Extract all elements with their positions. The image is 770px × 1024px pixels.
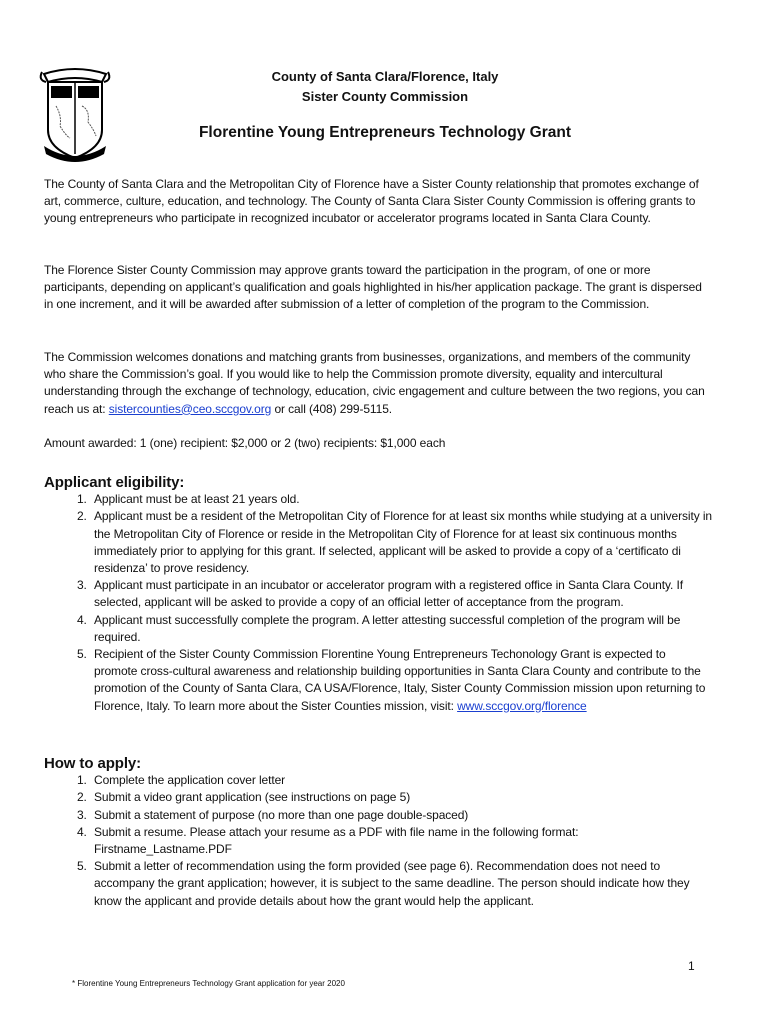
list-item: 2. Submit a video grant application (see instructions on page 5) [90, 789, 712, 806]
list-item [90, 646, 712, 715]
eligibility-section [44, 474, 712, 715]
footnote: * Florentine Young Entrepreneurs Technology Grant application for year 2020 [72, 979, 345, 988]
list-item: 3. Applicant must participate in an incubator or accelerator program with a registered office in Santa Clara County. If selected, applicant will be asked to provide a copy of an official letter of acceptance from the program. [90, 577, 712, 611]
list-item: 3. Submit a statement of purpose (no more than one page double-spaced) [90, 807, 712, 824]
eligibility-heading: Applicant eligibility: [44, 474, 185, 491]
header-commission: Sister County Commission [301, 89, 469, 104]
list-item: 4. Applicant must successfully complete the program. A letter attesting successful completion of the program will be required. [90, 612, 712, 646]
item-text: Recipient of the Sister County Commission Florentine Young Entrepreneurs Techonology Grant is expected to promote cross-cultural awareness and relationship building opportunities in Santa Clara County and contribute to the promotion of the County of Santa Clara, CA USA/Florence, Italy, Sister County Commission mission upon returning to Florence, Italy. To learn more about the Sister Counties mission, visit: [94, 647, 706, 713]
email-link[interactable]: sistercounties@ceo.sccgov.org [108, 401, 272, 416]
donations-text: The Commission welcomes donations and matching grants from businesses, organizations, and members of the community who share the Commission’s goal. If you would like to help the Commission promote diversity, equality and intercultural understanding through the exchange of technology, education, civic engagement and culture between the two regions, you can reach us at: [44, 350, 705, 416]
document-title: Florentine Young Entrepreneurs Technology Grant [198, 124, 572, 141]
florence-link[interactable]: www.sccgov.org/florence [457, 698, 587, 713]
header-county: County of Santa Clara/Florence, Italy [271, 69, 499, 84]
list-item: 1. Applicant must be at least 21 years old. [90, 491, 712, 508]
how-to-apply-heading: How to apply: [44, 755, 142, 772]
sister-county-seal-logo [38, 66, 112, 166]
donations-paragraph [44, 349, 712, 418]
list-item: 4. Submit a resume. Please attach your resume as a PDF with file name in the following format: Firstname_Lastname.PDF [90, 824, 712, 858]
approval-paragraph: The Florence Sister County Commission may approve grants toward the participation in the program, of one or more participants, depending on applicant’s qualification and goals highlighted in his/her application package. The grant is dispersed in one increment, and it will be awarded after submission of a letter of completion of the program to the Commission. [44, 263, 702, 312]
list-item: 1. Complete the application cover letter [90, 772, 712, 789]
page-number: 1 [688, 959, 695, 973]
list-item: 5. Submit a letter of recommendation using the form provided (see page 6). Recommendation does not need to accompany the grant application; however, it is subject to the same deadline. The person should indicate how they know the applicant and provide details about how the grant would help the applicant. [90, 858, 712, 910]
amount-awarded: Amount awarded: 1 (one) recipient: $2,000 or 2 (two) recipients: $1,000 each [44, 436, 446, 450]
phone-text: or call (408) 299-5115. [271, 401, 393, 416]
intro-paragraph: The County of Santa Clara and the Metropolitan City of Florence have a Sister County relationship that promotes exchange of art, commerce, culture, education, and technology. The County of Santa Clara Sister County Commission is offering grants to young entrepreneurs who participate in recognized incubator or accelerator programs located in Santa Clara County. [44, 177, 699, 226]
list-item: 2. Applicant must be a resident of the Metropolitan City of Florence for at least six months while studying at a university in the Metropolitan City of Florence or reside in the Metropolitan City of Florence for at least six continuous months immediately prior to applying for this grant. If selected, applicant will be asked to provide a copy of a ‘certificato di residenza’ to prove residency. [90, 508, 712, 577]
how-to-apply-section [44, 755, 712, 910]
